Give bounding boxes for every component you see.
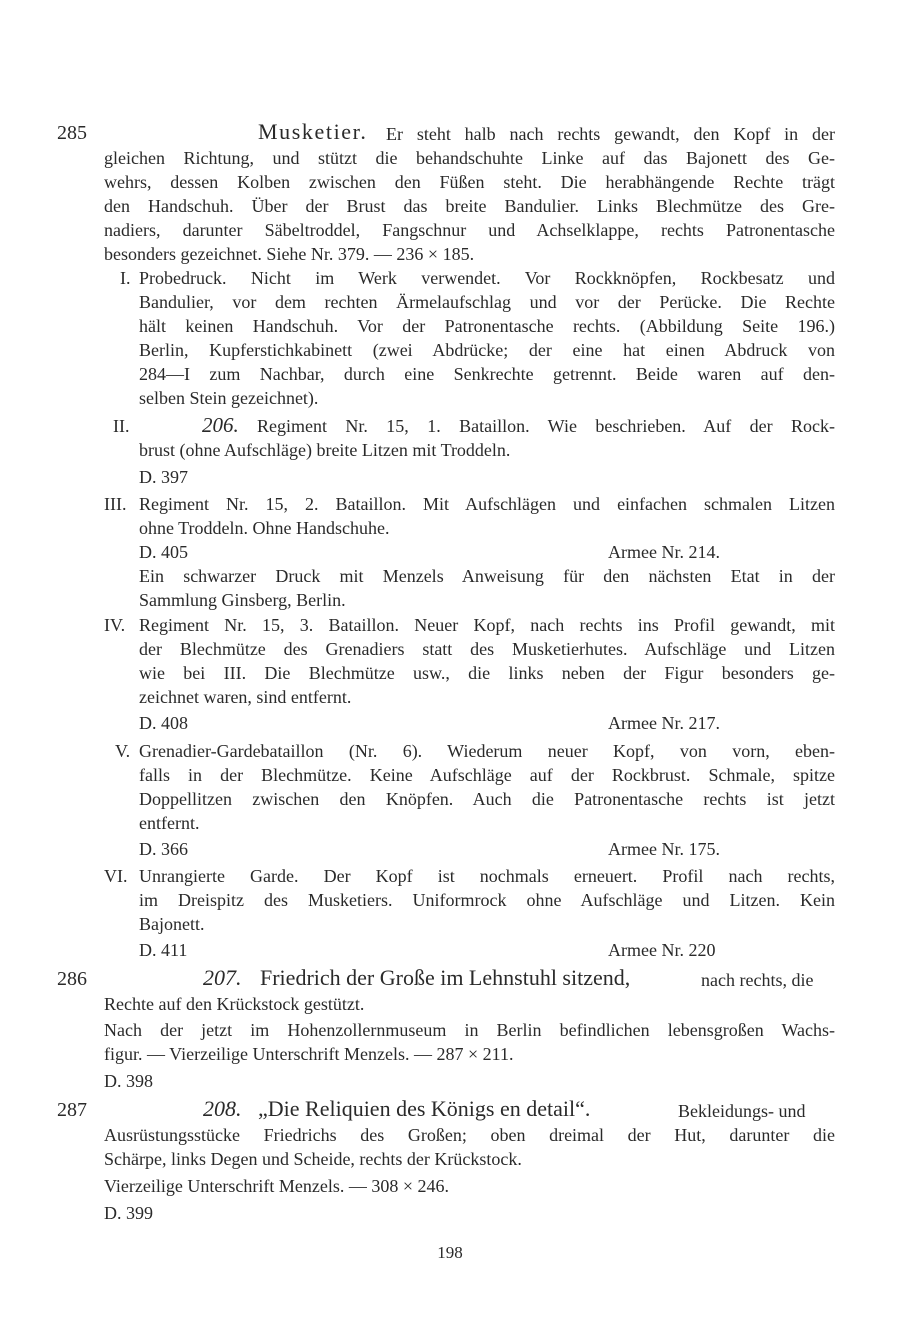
state-note-line: Ein schwarzer Druck mit Menzels Anweisung für den nächsten Etat in der: [139, 566, 835, 586]
state-text-line: Grenadier-Gardebataillon (Nr. 6). Wiederum neuer Kopf, von vorn, eben-: [139, 741, 835, 761]
armee-number: Armee Nr. 214.: [608, 542, 720, 562]
entry-text-line: gleichen Richtung, und stützt die behandschuhte Linke auf das Bajonett des Ge-: [104, 148, 835, 168]
d-number: D. 408: [139, 713, 188, 733]
state-numeral: V.: [115, 741, 131, 761]
entry-text-line: Schärpe, links Degen und Scheide, rechts der Krückstock.: [104, 1149, 522, 1169]
entry-text-line: Rechte auf den Krückstock gestützt.: [104, 994, 365, 1014]
d-number: D. 398: [104, 1071, 153, 1091]
armee-number: Armee Nr. 220: [608, 940, 716, 960]
catalog-number: 208.: [203, 1096, 242, 1121]
state-text-line: Unrangierte Garde. Der Kopf ist nochmals erneuert. Profil nach rechts,: [139, 866, 835, 886]
state-text-line: Berlin, Kupferstichkabinett (zwei Abdrücke; der eine hat einen Abdruck von: [139, 340, 835, 360]
entry-title: Musketier.: [258, 119, 368, 144]
state-text-line: der Blechmütze des Grenadiers statt des Musketierhutes. Aufschläge und Litzen: [139, 639, 835, 659]
d-number: D. 405: [139, 542, 188, 562]
state-text-line: falls in der Blechmütze. Keine Aufschläge auf der Rockbrust. Schmale, spitze: [139, 765, 835, 785]
entry-text-line: nach rechts, die: [701, 970, 814, 990]
state-numeral: I.: [120, 268, 131, 288]
catalog-number: 206.: [202, 413, 239, 437]
state-text-line: selben Stein gezeichnet).: [139, 388, 319, 408]
state-text-line: wie bei III. Die Blechmütze usw., die links neben der Figur besonders ge-: [139, 663, 835, 683]
state-text-line: Bajonett.: [139, 914, 205, 934]
state-text-line: brust (ohne Aufschläge) breite Litzen mit Troddeln.: [139, 440, 511, 460]
state-text-line: im Dreispitz des Musketiers. Uniformrock ohne Aufschläge und Litzen. Kein: [139, 890, 835, 910]
state-numeral: IV.: [104, 615, 126, 635]
entry-text-line: figur. — Vierzeilige Unterschrift Menzels. — 287 × 211.: [104, 1044, 514, 1064]
state-text-line: zeichnet waren, sind entfernt.: [139, 687, 352, 707]
state-numeral: III.: [104, 494, 127, 514]
state-text-line: ohne Troddeln. Ohne Handschuhe.: [139, 518, 390, 538]
entry-text-line: Vierzeilige Unterschrift Menzels. — 308 × 246.: [104, 1176, 449, 1196]
entry-title: „Die Reliquien des Königs en detail“.: [258, 1096, 591, 1121]
d-number: D. 399: [104, 1203, 153, 1223]
state-text-line: hält keinen Handschuh. Vor der Patronentasche rechts. (Abbildung Seite 196.): [139, 316, 835, 336]
entry-text-line: den Handschuh. Über der Brust das breite Bandulier. Links Blechmütze des Gre-: [104, 196, 835, 216]
entry-text-line: wehrs, dessen Kolben zwischen den Füßen steht. Die herabhängende Rechte trägt: [104, 172, 835, 192]
entry-text-line: Er steht halb nach rechts gewandt, den Kopf in der: [386, 124, 835, 144]
entry-number: 287: [57, 1099, 87, 1121]
d-number: D. 397: [139, 467, 188, 487]
page-number: 198: [437, 1243, 463, 1262]
state-text-line: Probedruck. Nicht im Werk verwendet. Vor Rockknöpfen, Rockbesatz und: [139, 268, 835, 288]
armee-number: Armee Nr. 175.: [608, 839, 720, 859]
state-text-line: entfernt.: [139, 813, 200, 833]
d-number: D. 411: [139, 940, 188, 960]
state-text-line: 284—I zum Nachbar, durch eine Senkrechte getrennt. Beide waren auf den-: [139, 364, 835, 384]
state-text-line: Bandulier, vor dem rechten Ärmelaufschlag und vor der Perücke. Die Rechte: [139, 292, 835, 312]
armee-number: Armee Nr. 217.: [608, 713, 720, 733]
state-text-line: Doppellitzen zwischen den Knöpfen. Auch die Patronentasche rechts ist jetzt: [139, 789, 835, 809]
state-numeral: II.: [113, 416, 130, 436]
entry-text-line: besonders gezeichnet. Siehe Nr. 379. — 236 × 185.: [104, 244, 475, 264]
entry-text-line: Ausrüstungsstücke Friedrichs des Großen; oben dreimal der Hut, darunter die: [104, 1125, 835, 1145]
entry-number: 285: [57, 122, 87, 144]
entry-text-line: Bekleidungs- und: [678, 1101, 806, 1121]
d-number: D. 366: [139, 839, 188, 859]
catalog-number: 207.: [203, 965, 242, 990]
entry-text-line: nadiers, darunter Säbeltroddel, Fangschnur und Achselklappe, rechts Patronentasche: [104, 220, 835, 240]
entry-title: Friedrich der Große im Lehnstuhl sitzend,: [260, 965, 631, 990]
state-text-line: Regiment Nr. 15, 1. Bataillon. Wie beschrieben. Auf der Rock-: [257, 416, 835, 436]
state-text-line: Regiment Nr. 15, 2. Bataillon. Mit Aufschlägen und einfachen schmalen Litzen: [139, 494, 835, 514]
state-text-line: Regiment Nr. 15, 3. Bataillon. Neuer Kopf, nach rechts ins Profil gewandt, mit: [139, 615, 835, 635]
state-note-line: Sammlung Ginsberg, Berlin.: [139, 590, 346, 610]
entry-text-line: Nach der jetzt im Hohenzollernmuseum in Berlin befindlichen lebensgroßen Wachs-: [104, 1020, 835, 1040]
state-numeral: VI.: [104, 866, 128, 886]
entry-number: 286: [57, 968, 87, 990]
